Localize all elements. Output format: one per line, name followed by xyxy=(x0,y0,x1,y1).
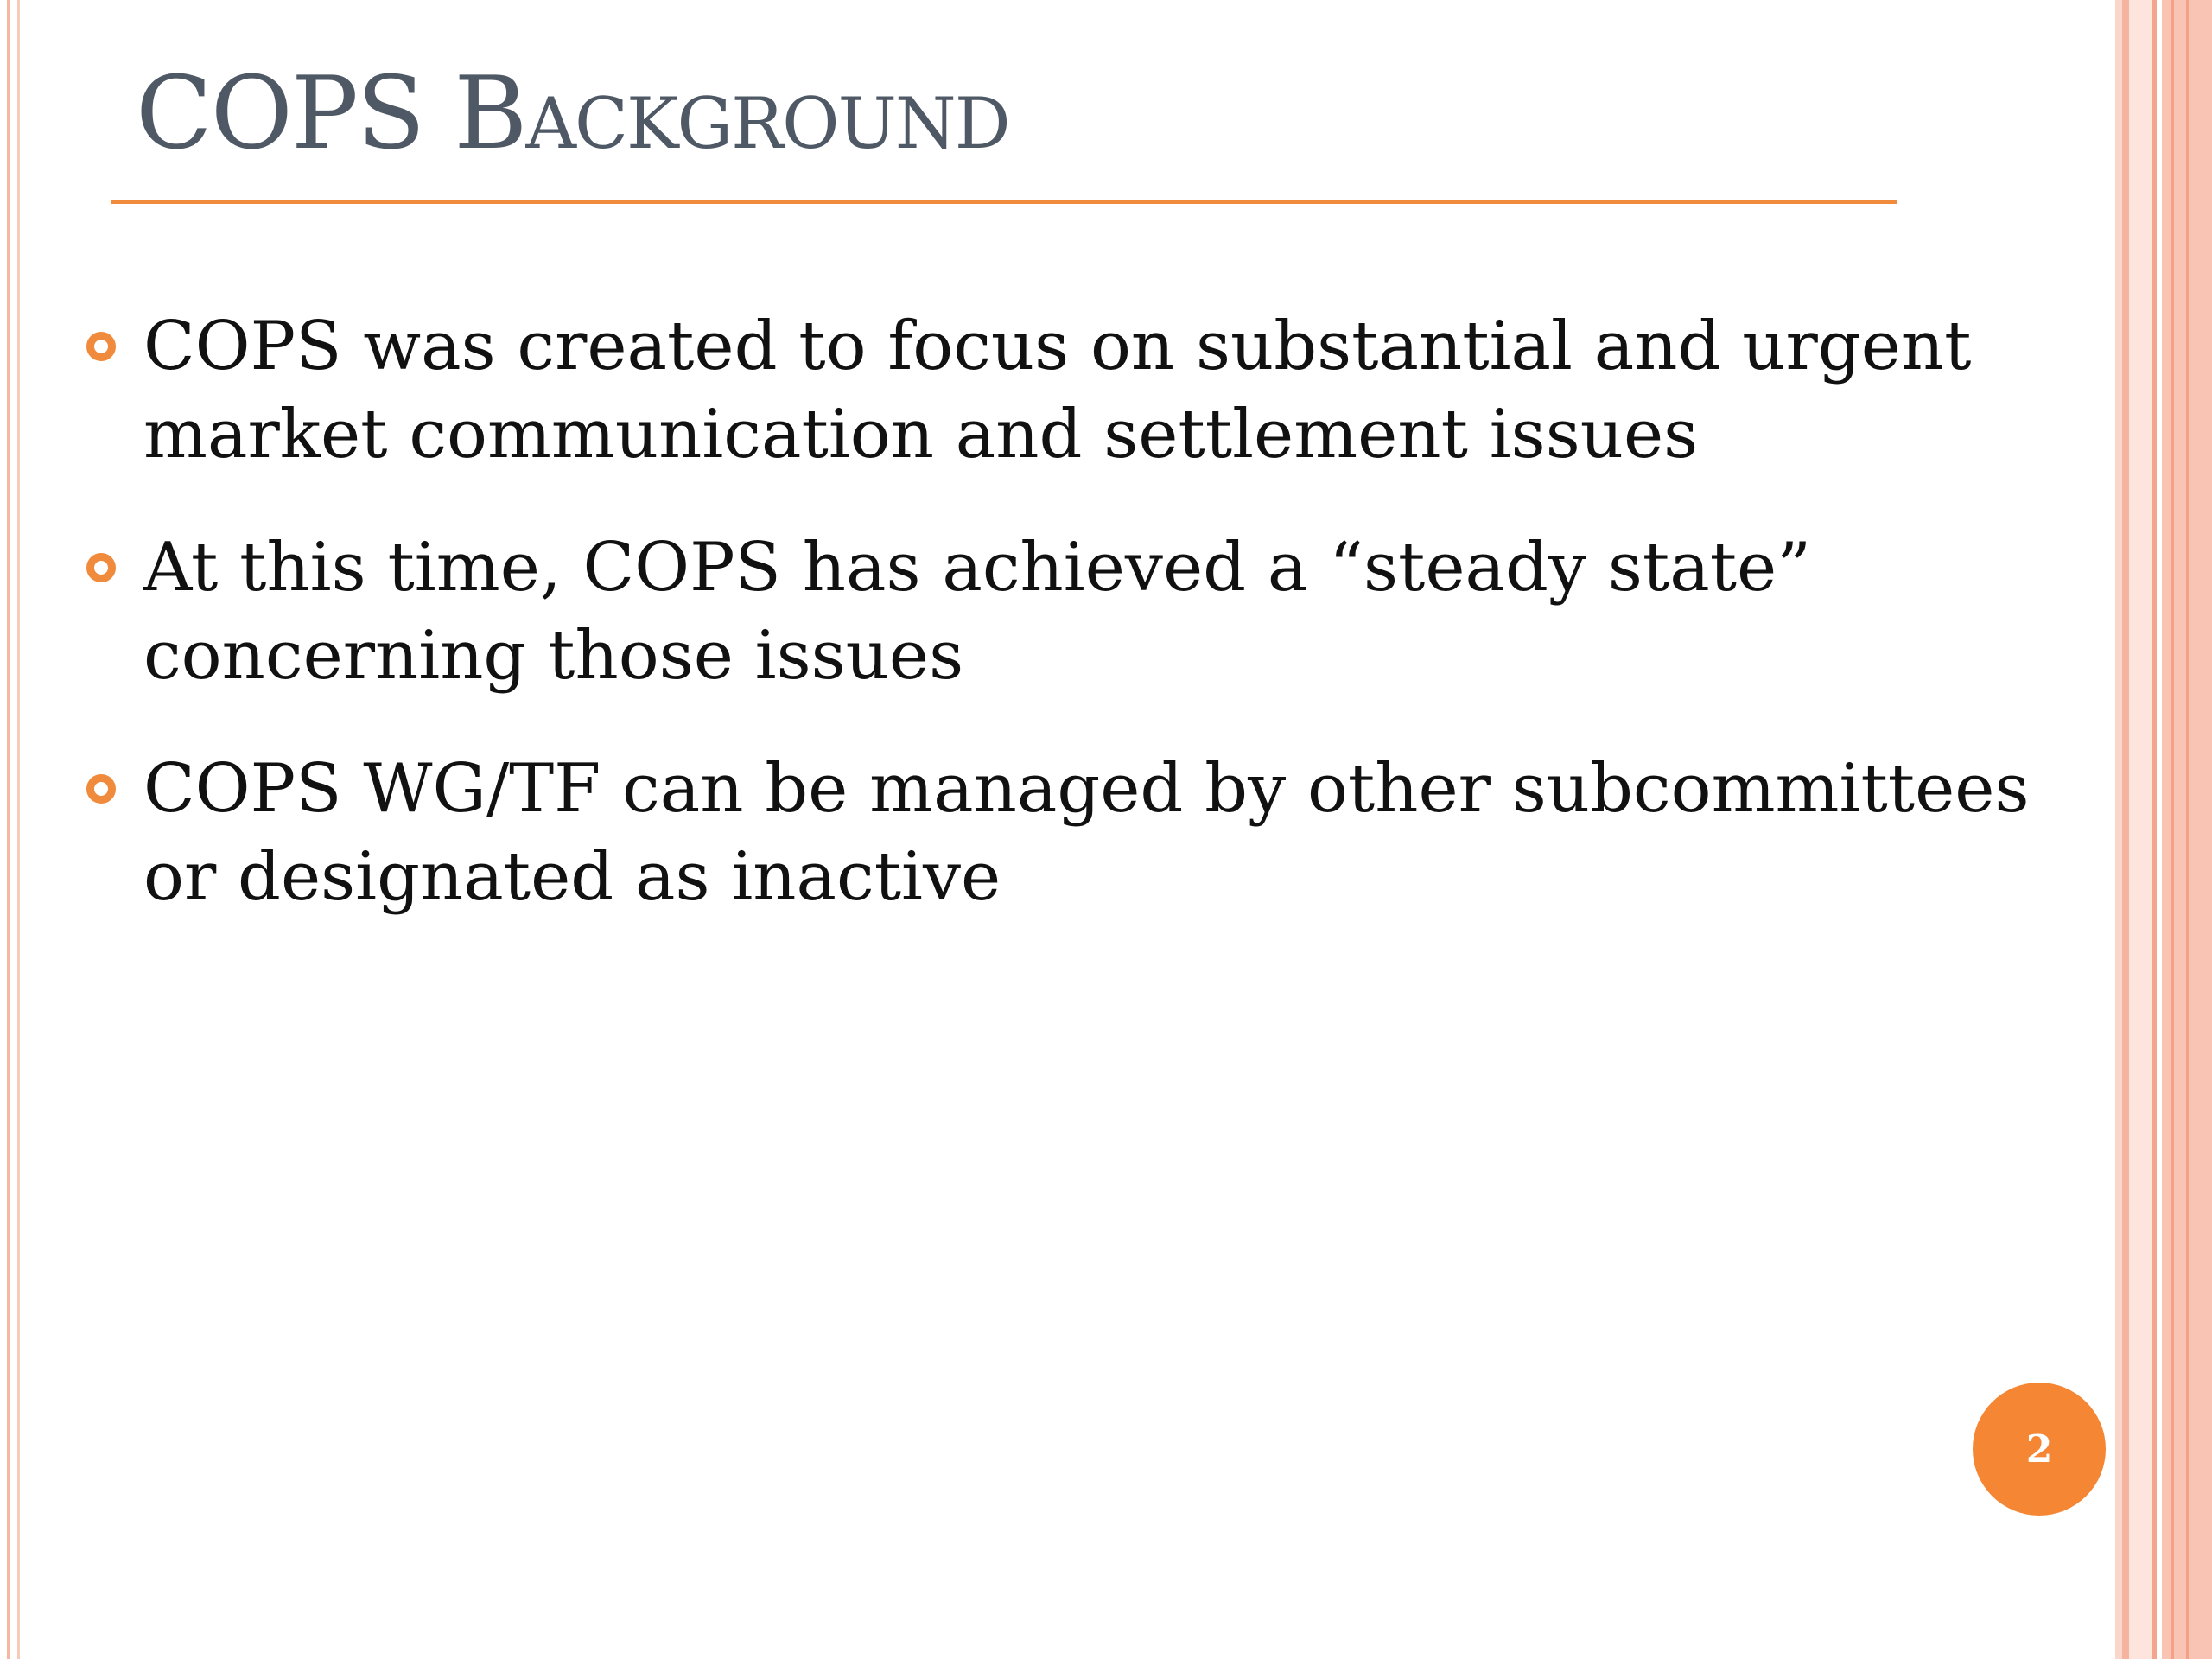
bullet-item xyxy=(83,524,2070,700)
title-underline xyxy=(111,200,1897,204)
page-number-badge xyxy=(1973,1382,2106,1516)
left-border-stripe xyxy=(7,0,10,1659)
right-border-band xyxy=(2171,0,2174,1659)
right-border-band xyxy=(2122,0,2129,1659)
bullet-list xyxy=(83,302,2070,966)
page-number: 2 xyxy=(2025,1427,2053,1471)
bullet-item xyxy=(83,302,2070,479)
bullet-item xyxy=(83,745,2070,921)
right-border-band xyxy=(2186,0,2189,1659)
bullet-text: COPS was created to focus on substantial and urgent market communication and settlement issues xyxy=(143,308,1972,474)
left-border-stripe-inner xyxy=(17,0,20,1659)
circle-bullet-icon xyxy=(86,774,116,804)
right-border-band xyxy=(2129,0,2152,1659)
bullet-text: At this time, COPS has achieved a “steady state” concerning those issues xyxy=(143,529,1812,695)
bullet-text: COPS WG/TF can be managed by other subcommittees or designated as inactive xyxy=(143,750,2030,916)
circle-bullet-icon xyxy=(86,332,116,361)
right-border-band xyxy=(2115,0,2122,1659)
slide-title: COPS Background xyxy=(136,55,1009,172)
circle-bullet-icon xyxy=(86,553,116,582)
